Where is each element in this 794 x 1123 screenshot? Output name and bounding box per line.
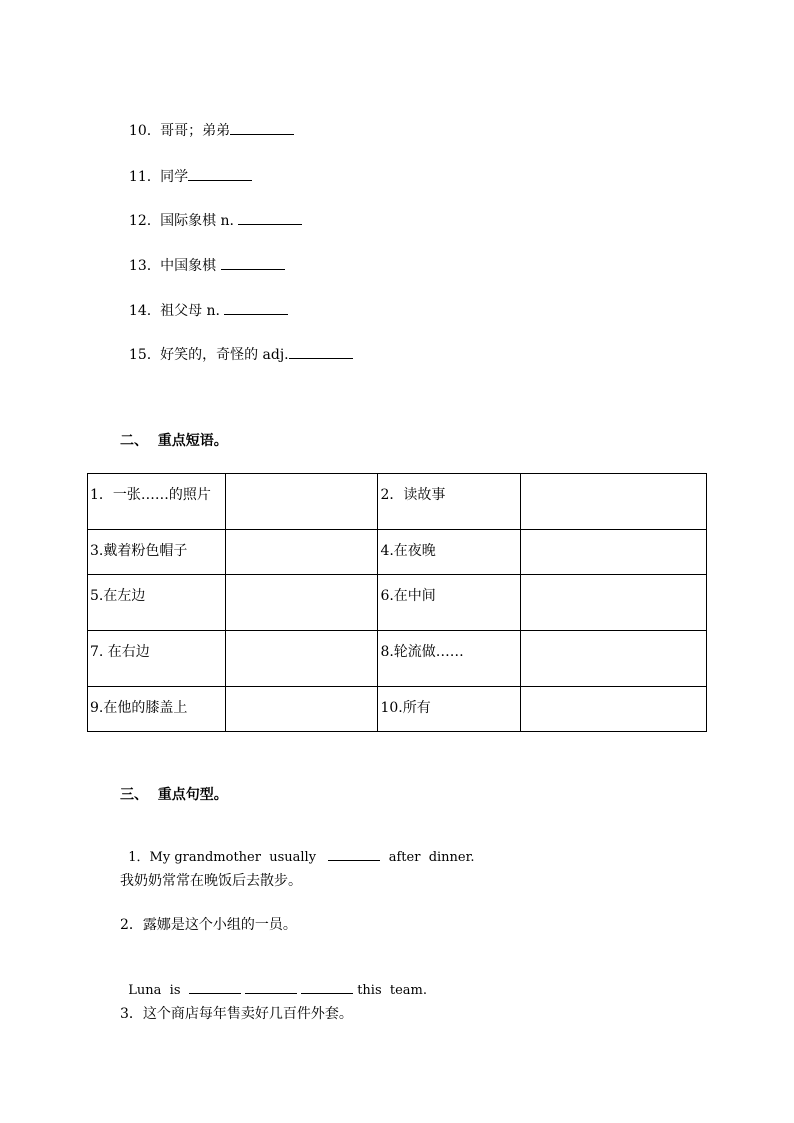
vocab-text: 中国象棋 (160, 258, 221, 274)
vocab-number: 14. (128, 303, 152, 319)
vocab-item-10 (120, 102, 294, 140)
answer-cell[interactable] (520, 474, 706, 530)
sentence-text: this team. (357, 983, 428, 998)
answer-cell[interactable] (226, 631, 378, 687)
sentence-text: 1．My grandmother usually (128, 850, 317, 865)
vocab-number: 12. (128, 213, 152, 229)
phrase-cell: 5.在左边 (88, 575, 226, 631)
answer-cell[interactable] (520, 575, 706, 631)
phrase-cell: 7. 在右边 (88, 631, 226, 687)
vocab-item-14 (120, 282, 288, 320)
phrase-cell: 4.在夜晚 (378, 530, 520, 575)
vocab-number: 13. (128, 258, 152, 274)
sentence-1-english (120, 828, 475, 867)
answer-blank[interactable] (301, 979, 353, 994)
phrase-cell: 10.所有 (378, 687, 520, 732)
table-row (88, 687, 707, 732)
answer-blank[interactable] (188, 166, 252, 181)
vocab-item-11 (120, 148, 252, 186)
vocab-item-13 (120, 237, 285, 275)
sentence-1-chinese: 我奶奶常常在晚饭后去散步。 (120, 873, 302, 889)
answer-cell[interactable] (520, 687, 706, 732)
phrase-cell: 1．一张……的照片 (88, 474, 226, 530)
vocab-number: 10. (128, 123, 152, 139)
answer-blank[interactable] (224, 300, 288, 315)
answer-cell[interactable] (520, 530, 706, 575)
vocab-text: 同学 (160, 169, 189, 185)
vocab-number: 15. (128, 347, 152, 363)
phrase-cell: 8.轮流做…… (378, 631, 520, 687)
vocab-number: 11. (128, 169, 152, 185)
answer-blank[interactable] (328, 846, 380, 861)
answer-blank[interactable] (221, 255, 285, 270)
vocab-text: 国际象棋 n. (160, 213, 239, 229)
answer-cell[interactable] (520, 631, 706, 687)
answer-cell[interactable] (226, 474, 378, 530)
sentence-3-chinese: 3．这个商店每年售卖好几百件外套。 (120, 1006, 353, 1022)
table-row (88, 575, 707, 631)
sentence-2-chinese: 2．露娜是这个小组的一员。 (120, 917, 297, 933)
phrase-cell: 3.戴着粉色帽子 (88, 530, 226, 575)
answer-cell[interactable] (226, 575, 378, 631)
sentence-text: Luna is (128, 983, 181, 998)
answer-blank[interactable] (289, 344, 353, 359)
answer-blank[interactable] (245, 979, 297, 994)
phrase-cell: 6.在中间 (378, 575, 520, 631)
vocab-item-12 (120, 192, 302, 230)
sentence-text: after dinner. (388, 850, 475, 865)
table-row (88, 530, 707, 575)
answer-blank[interactable] (238, 210, 302, 225)
vocab-text: 哥哥；弟弟 (160, 123, 231, 139)
section-3-title: 三、 重点句型。 (120, 787, 228, 803)
table-row (88, 631, 707, 687)
vocab-text: 祖父母 n. (160, 303, 225, 319)
answer-blank[interactable] (189, 979, 241, 994)
phrase-cell: 9.在他的膝盖上 (88, 687, 226, 732)
vocab-item-15 (120, 326, 353, 364)
phrase-cell: 2．读故事 (378, 474, 520, 530)
answer-cell[interactable] (226, 530, 378, 575)
sentence-2-english (120, 961, 427, 1000)
section-2-title: 二、 重点短语。 (120, 433, 228, 449)
phrases-table (87, 473, 707, 732)
table-row (88, 474, 707, 530)
answer-cell[interactable] (226, 687, 378, 732)
vocab-text: 好笑的，奇怪的 adj. (160, 347, 289, 363)
answer-blank[interactable] (230, 120, 294, 135)
